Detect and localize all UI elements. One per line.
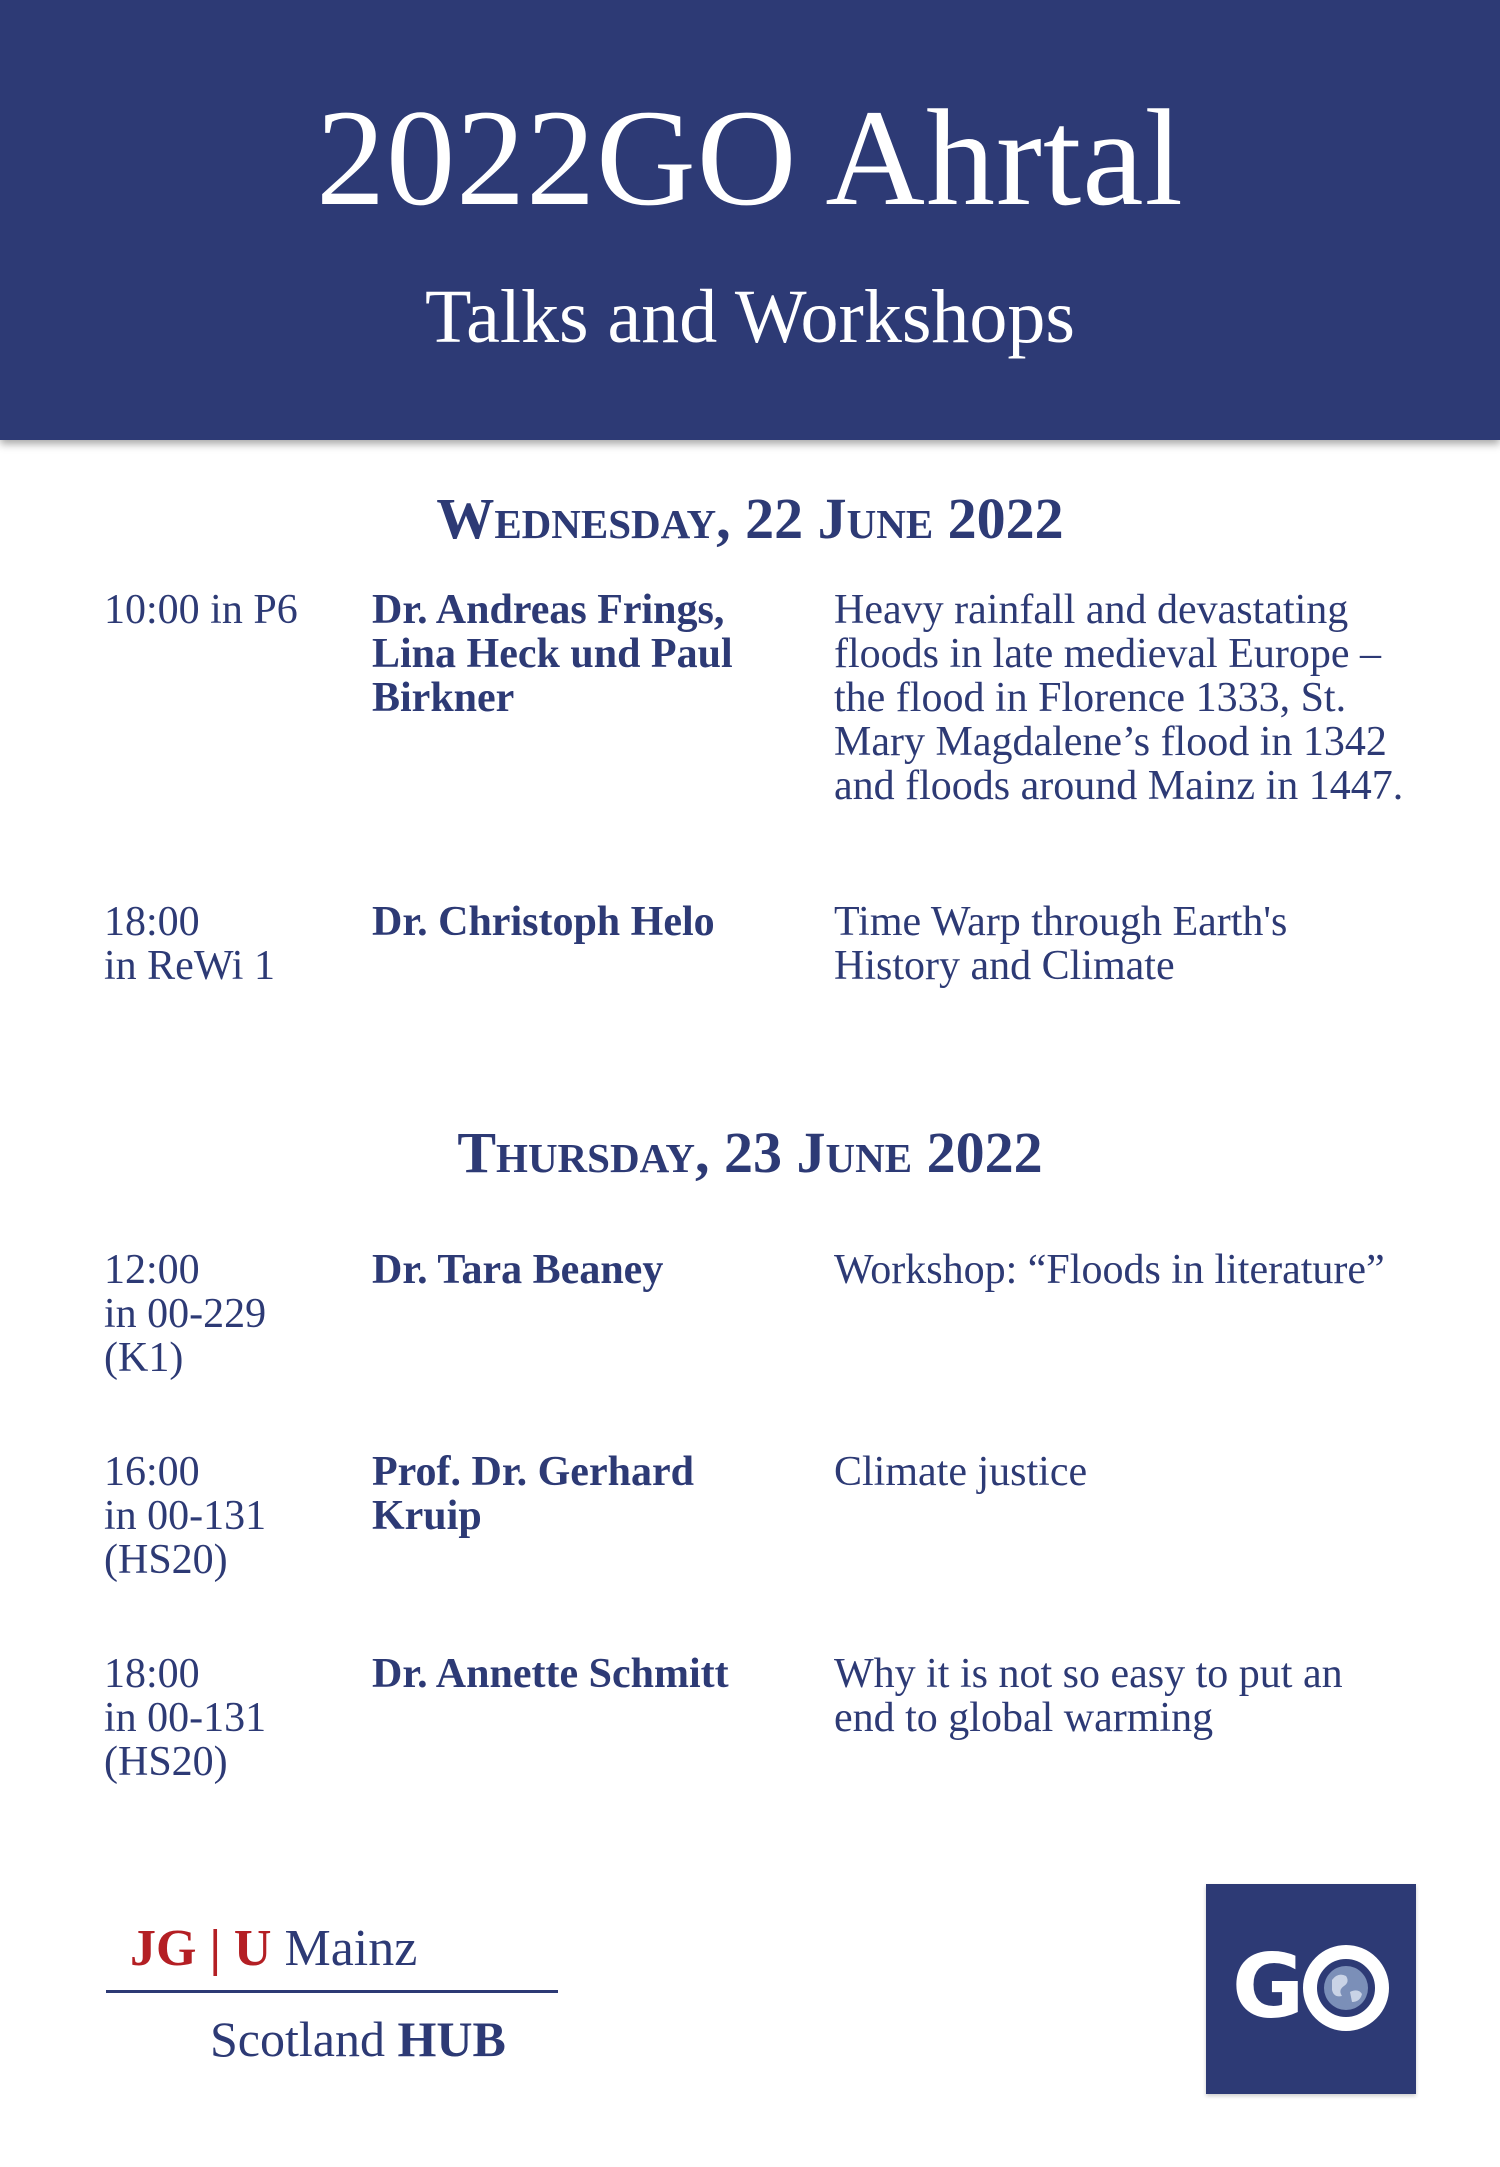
session-speaker: Dr. Annette Schmitt	[372, 1651, 729, 1697]
session-topic: Heavy rainfall and devastating floods in late medieval Europe – the flood in Florence 1333, St. Mary Magdalene’s flood in 1342 and floods around Mainz in 1447.	[834, 587, 1404, 809]
session-topic: Workshop: “Floods in literature”	[834, 1247, 1385, 1293]
session-topic: Time Warp through Earth's History and Climate	[834, 899, 1288, 989]
day-heading-wednesday: Wednesday, 22 June 2022	[436, 486, 1064, 551]
session-time: 16:00 in 00-131 (HS20)	[104, 1449, 267, 1583]
header-banner	[0, 0, 1500, 440]
jgu-logo-line1: JG | U Mainz	[130, 1920, 418, 1977]
session-topic: Climate justice	[834, 1449, 1088, 1495]
session-speaker: Prof. Dr. Gerhard Kruip	[372, 1449, 694, 1539]
globe-icon	[1310, 1952, 1382, 2024]
session-time: 18:00 in ReWi 1	[104, 899, 275, 989]
session-time: 10:00 in P6	[104, 587, 298, 633]
go-logo-letter: G	[1232, 1935, 1305, 2038]
session-speaker: Dr. Andreas Frings, Lina Heck und Paul Birkner	[372, 587, 733, 721]
page-subtitle: Talks and Workshops	[424, 275, 1075, 359]
jgu-logo-line2: Scotland HUB	[210, 2011, 506, 2067]
go-logo	[1206, 1884, 1416, 2094]
page-title: 2022GO Ahrtal	[316, 81, 1184, 234]
day-heading-thursday: Thursday, 23 June 2022	[457, 1120, 1043, 1185]
logo-divider	[106, 1990, 558, 1993]
session-speaker: Dr. Christoph Helo	[372, 899, 715, 945]
session-time: 12:00 in 00-229 (K1)	[104, 1247, 267, 1381]
jgu-mainz-logo	[106, 1914, 566, 2084]
session-topic: Why it is not so easy to put an end to global warming	[834, 1651, 1343, 1741]
go-logo-graphic	[1206, 1884, 1416, 2094]
session-time: 18:00 in 00-131 (HS20)	[104, 1651, 267, 1785]
session-speaker: Dr. Tara Beaney	[372, 1247, 664, 1293]
